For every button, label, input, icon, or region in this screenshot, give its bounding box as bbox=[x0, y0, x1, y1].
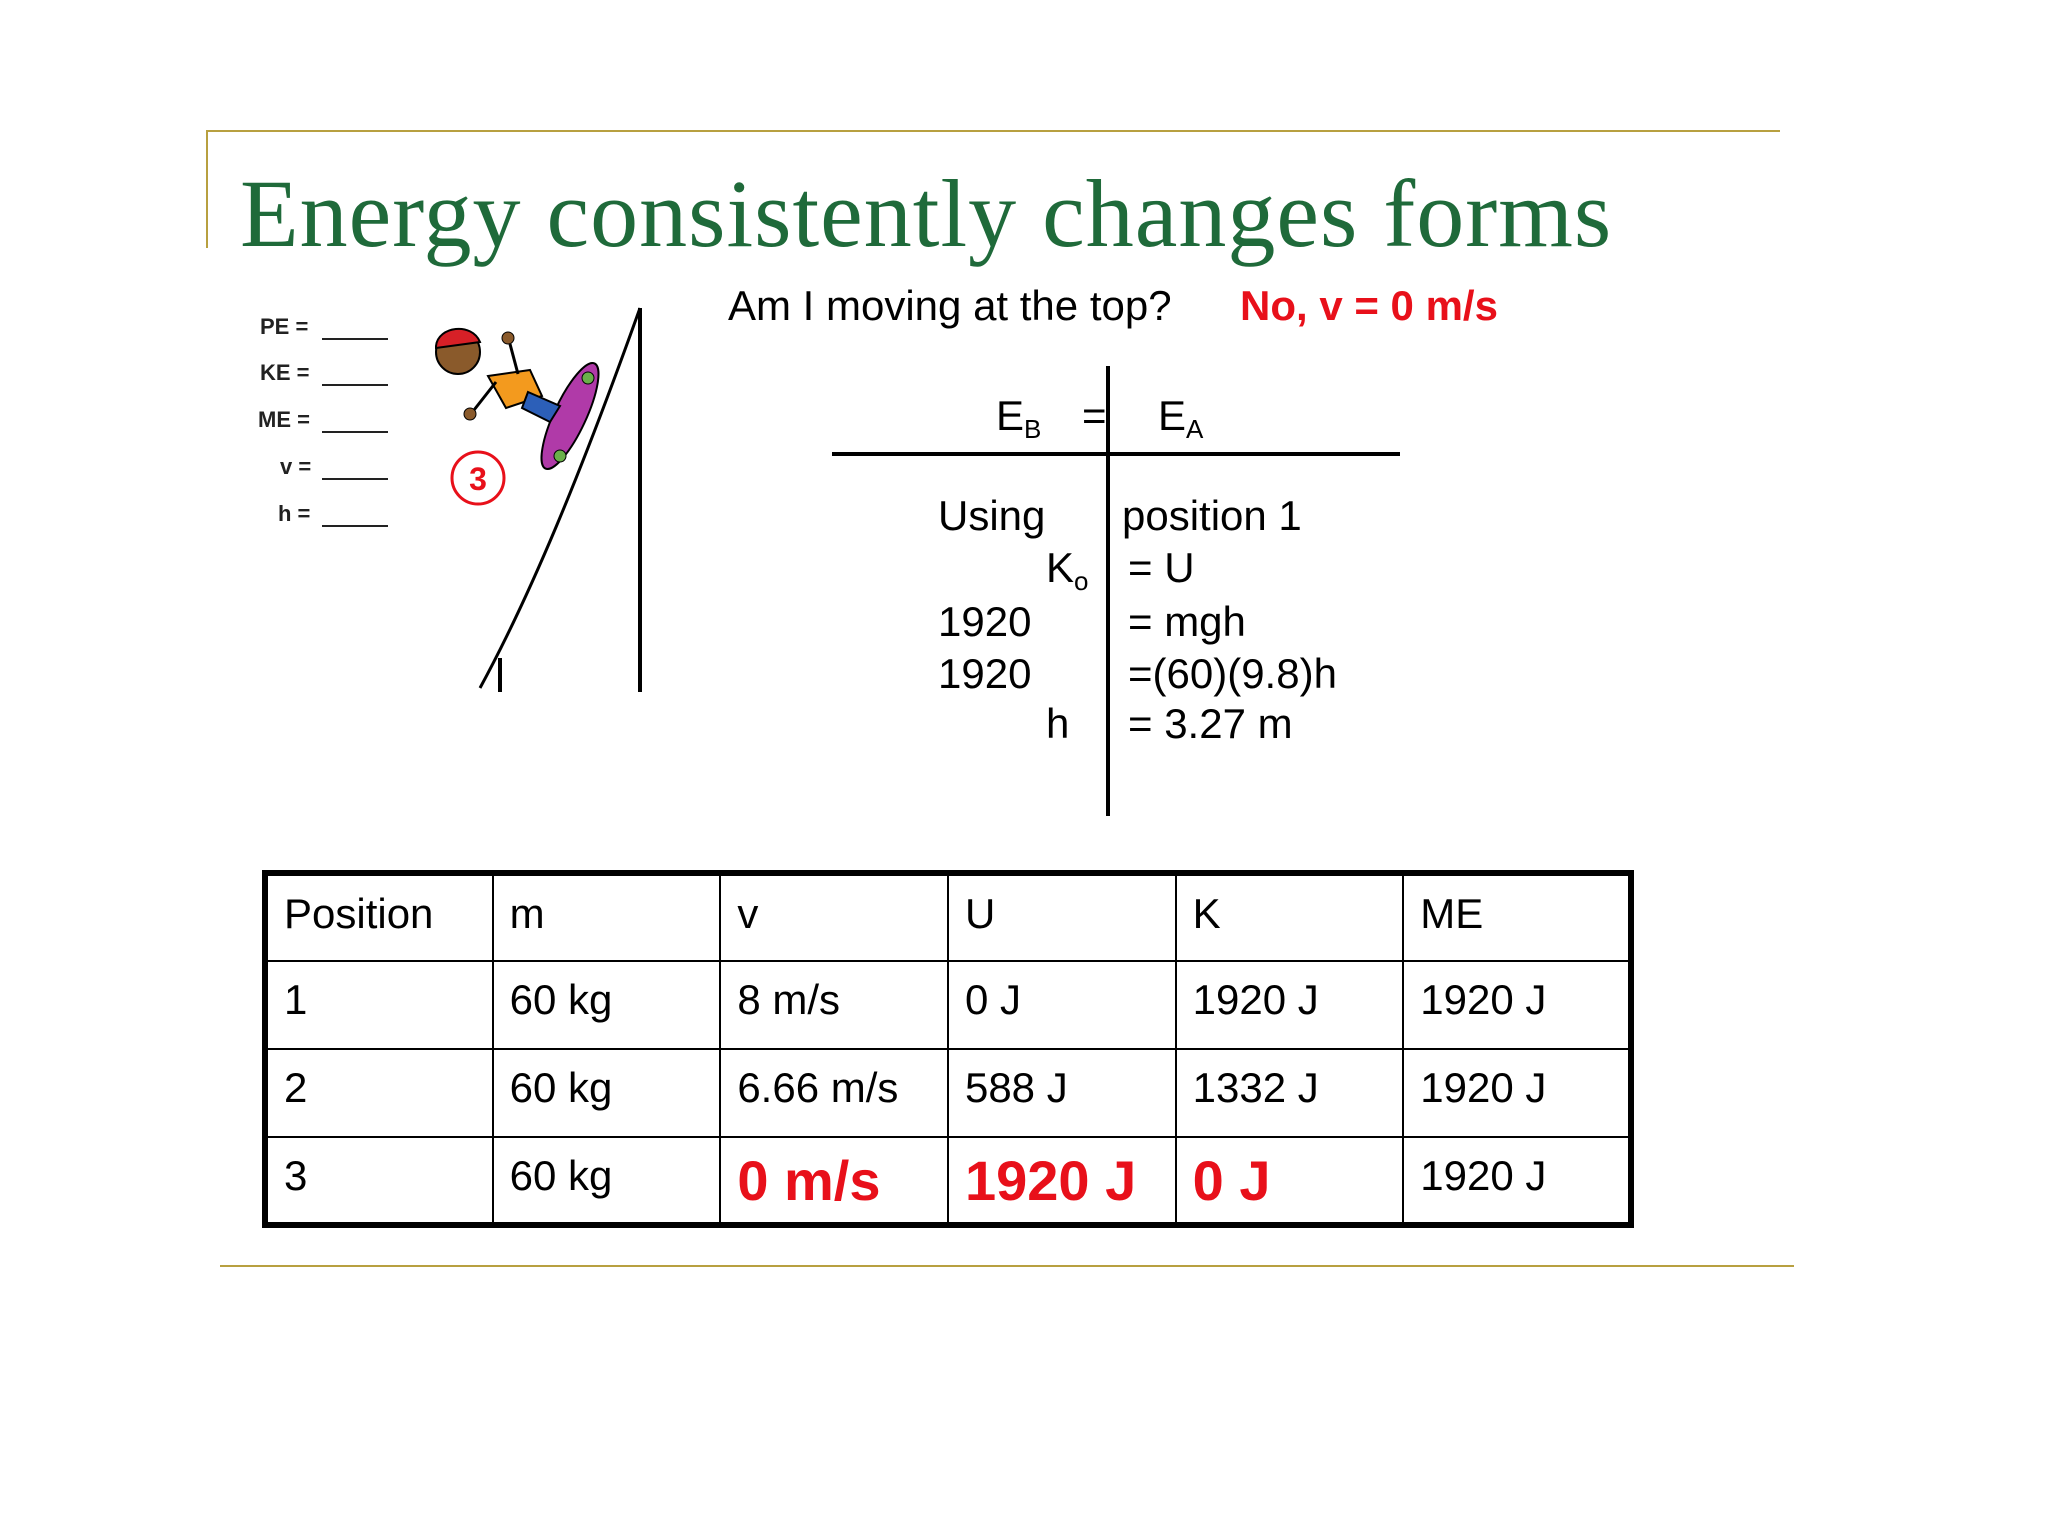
equation-vertical-rule bbox=[1106, 366, 1110, 816]
table-cell: 588 J bbox=[948, 1049, 1176, 1137]
eq-right-row-5: = 3.27 m bbox=[1128, 700, 1293, 747]
table-cell: 60 kg bbox=[493, 1137, 721, 1225]
eb-header: $E_B$ bbox=[996, 392, 1042, 444]
header-me: ME bbox=[1403, 873, 1631, 961]
equals-sign: = bbox=[1082, 392, 1107, 439]
slide-title: Energy consistently changes forms bbox=[240, 160, 1613, 267]
table-cell: 1920 J bbox=[1403, 1137, 1631, 1225]
eq-left-row-4: 1920 bbox=[938, 650, 1032, 697]
v-blank bbox=[322, 478, 388, 480]
table-cell-answer: 0 J bbox=[1176, 1137, 1404, 1225]
top-rule bbox=[206, 130, 1780, 132]
eq-right-row-4: =(60)(9.8)h bbox=[1128, 650, 1337, 697]
eq-left-row-1: Using bbox=[938, 492, 1046, 539]
table-cell: 3 bbox=[265, 1137, 493, 1225]
energy-table bbox=[262, 870, 1634, 1228]
table-cell: 1 bbox=[265, 961, 493, 1049]
eq-left-row-3: 1920 bbox=[938, 598, 1032, 645]
header-position: Position bbox=[265, 873, 493, 961]
table-row bbox=[265, 961, 1631, 1049]
eq-right-row-1: position 1 bbox=[1122, 492, 1302, 539]
table-cell: 8 m/s bbox=[720, 961, 948, 1049]
me-blank bbox=[322, 431, 388, 433]
equation-horizontal-rule bbox=[832, 452, 1400, 456]
table-row bbox=[265, 1137, 1631, 1225]
table-cell-answer: 1920 J bbox=[948, 1137, 1176, 1225]
position-badge: 3 bbox=[469, 461, 487, 497]
ke-blank bbox=[322, 384, 388, 386]
bottom-rule bbox=[220, 1265, 1794, 1267]
table-cell-answer: 0 m/s bbox=[720, 1137, 948, 1225]
table-header-row bbox=[265, 873, 1631, 961]
v-label: v = bbox=[280, 454, 312, 479]
table-cell: 1332 J bbox=[1176, 1049, 1404, 1137]
answer-text: No, v = 0 m/s bbox=[1240, 282, 1498, 329]
header-v: v bbox=[720, 873, 948, 961]
header-k: K bbox=[1176, 873, 1404, 961]
table-cell: 2 bbox=[265, 1049, 493, 1137]
eq-right-row-3: = mgh bbox=[1128, 598, 1246, 645]
header-u: U bbox=[948, 873, 1176, 961]
question-text: Am I moving at the top? bbox=[728, 282, 1172, 329]
skateboarder-ramp-illustration bbox=[410, 296, 660, 696]
eq-left-row-5: h bbox=[1046, 700, 1070, 747]
table-cell: 60 kg bbox=[493, 1049, 721, 1137]
h-label: h = bbox=[278, 501, 311, 526]
table-cell: 1920 J bbox=[1176, 961, 1404, 1049]
h-blank bbox=[322, 525, 388, 527]
table-cell: 60 kg bbox=[493, 961, 721, 1049]
me-label: ME = bbox=[258, 407, 310, 432]
table-cell: 1920 J bbox=[1403, 1049, 1631, 1137]
left-rule bbox=[206, 130, 208, 248]
header-m: m bbox=[493, 873, 721, 961]
table-cell: 1920 J bbox=[1403, 961, 1631, 1049]
ke-label: KE = bbox=[260, 360, 310, 385]
eq-left-row-2: $K_o$ bbox=[1046, 544, 1089, 596]
eq-right-row-2: = U bbox=[1128, 544, 1195, 591]
table-row bbox=[265, 1049, 1631, 1137]
ea-header: $E_A$ bbox=[1158, 392, 1204, 444]
pe-label: PE = bbox=[260, 314, 309, 339]
table-cell: 0 J bbox=[948, 961, 1176, 1049]
pe-blank bbox=[322, 338, 388, 340]
table-cell: 6.66 m/s bbox=[720, 1049, 948, 1137]
